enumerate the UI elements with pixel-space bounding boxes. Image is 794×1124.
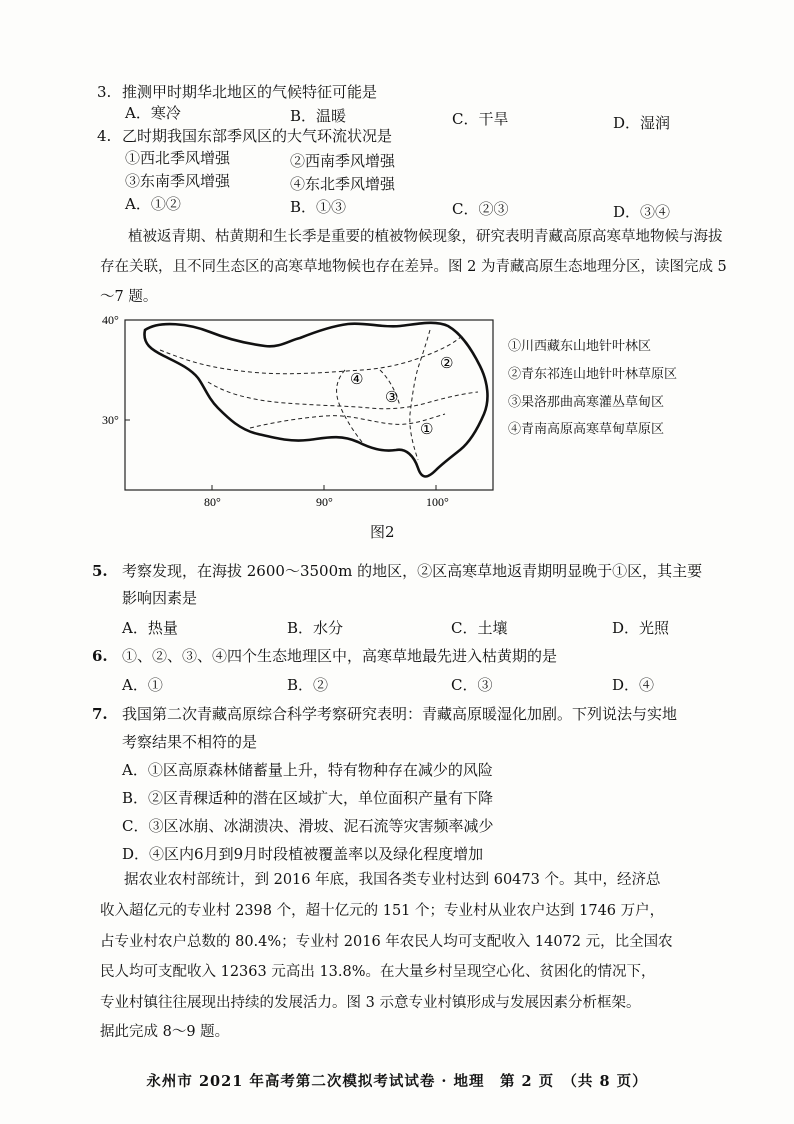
lat-40-label: 40° (102, 313, 119, 327)
intro-8-9-line1: 据农业农村部统计，到 2016 年底，我国各类专业村达到 60473 个。其中，经济总 (124, 872, 661, 888)
q6-stem: ①、②、③、④四个生态地理区中，高寒草地最先进入枯黄期的是 (122, 647, 558, 665)
legend-item-3: ③果洛那曲高寒灌丛草甸区 (508, 395, 665, 410)
boundary-line-4 (410, 330, 430, 460)
q3-option-d: D．湿润 (613, 114, 671, 132)
q4-option-a: A．①② (125, 195, 181, 213)
q4-option-d: D．③④ (613, 203, 671, 221)
lon-90-label: 90° (316, 495, 333, 509)
q3-option-b: B．温暖 (290, 107, 347, 125)
intro-8-9-line3: 占专业村农户总数的 80.4%；专业村 2016 年农民人均可支配收入 14072 元，比全国农 (100, 934, 673, 950)
q7-stem-line1: 我国第二次青藏高原综合科学考察研究表明：青藏高原暖湿化加剧。下列说法与实地 (122, 705, 678, 723)
q5-number: 5. (92, 562, 108, 580)
q6-option-a: A．① (122, 676, 163, 694)
plateau-outline (144, 323, 487, 477)
intro-8-9-line2: 收入超亿元的专业村 2398 个，超十亿元的 151 个；专业村从业农户达到 1746 万户， (100, 903, 665, 919)
q4-stem: 乙时期我国东部季风区的大气环流状况是 (122, 127, 393, 145)
q5-option-c: C．土壤 (451, 619, 508, 637)
q4-choice-3: ③东南季风增强 (125, 172, 231, 190)
q6-option-b: B．② (287, 676, 329, 694)
q7-number: 7. (92, 705, 108, 723)
legend-item-2: ②青东祁连山地针叶林草原区 (508, 367, 678, 382)
q5-option-a: A．热量 (122, 619, 178, 637)
region-4-marker: ④ (350, 370, 364, 388)
q4-choice-2: ②西南季风增强 (290, 152, 396, 170)
q7-stem-line2: 考察结果不相符的是 (122, 733, 258, 751)
q4-number: 4. (97, 127, 112, 145)
q5-option-d: D．光照 (612, 619, 670, 637)
tibetan-plateau-map (100, 310, 500, 510)
q7-option-b: B．②区青稞适种的潜在区域扩大，单位面积产量有下降 (122, 789, 494, 807)
lon-80-label: 80° (204, 495, 221, 509)
q6-option-d: D．④ (612, 676, 655, 694)
q4-choice-1: ①西北季风增强 (125, 149, 231, 167)
q3-number: 3. (97, 83, 112, 101)
q3-option-c: C．干旱 (452, 110, 509, 128)
page-footer: 永州市 2021 年高考第二次模拟考试试卷 · 地理 第 2 页 （共 8 页） (146, 1073, 648, 1090)
region-2-marker: ② (440, 354, 454, 372)
q3-option-a: A．寒冷 (125, 104, 181, 122)
q3-stem: 推测甲时期华北地区的气候特征可能是 (122, 83, 378, 101)
q4-choice-4: ④东北季风增强 (290, 175, 396, 193)
intro-8-9-line6: 据此完成 8～9 题。 (100, 1024, 230, 1040)
q7-option-a: A．①区高原森林储蓄量上升，特有物种存在减少的风险 (122, 761, 493, 779)
region-1-marker: ① (420, 420, 434, 438)
q5-option-b: B．水分 (287, 619, 344, 637)
q7-option-c: C．③区冰崩、冰湖溃决、滑坡、泥石流等灾害频率减少 (122, 817, 494, 835)
region-3-marker: ③ (385, 388, 399, 406)
q6-option-c: C．③ (451, 676, 493, 694)
legend-item-4: ④青南高原高寒草甸草原区 (508, 422, 665, 437)
map-frame (125, 320, 493, 490)
q5-stem-line1: 考察发现，在海拔 2600～3500m 的地区，②区高寒草地返青期明显晚于①区，其主要 (122, 562, 703, 580)
q6-number: 6. (92, 647, 108, 665)
boundary-line-1 (160, 336, 462, 374)
lat-30-label: 30° (102, 413, 119, 427)
boundary-line-3 (250, 414, 445, 428)
figure-2-map (100, 310, 500, 514)
figure-caption: 图2 (370, 523, 395, 541)
q4-option-c: C．②③ (452, 200, 509, 218)
q5-stem-line2: 影响因素是 (122, 589, 198, 607)
legend-item-1: ①川西藏东山地针叶林区 (508, 339, 652, 354)
intro-questions-5-7: 植被返青期、枯黄期和生长季是重要的植被物候现象，研究表明青藏高原高寒草地物候与海拔存在关联，且不同生态区的高寒草地物候也存在差异。图 2 为青藏高原生态地理分区，读图完成 5～7 题。 (100, 229, 727, 305)
intro-8-9-line4: 民人均可支配收入 12363 元高出 13.8%。在大量乡村呈现空心化、贫困化的情况下， (100, 964, 656, 980)
q4-option-b: B．①③ (290, 198, 347, 216)
boundary-line-2 (208, 382, 478, 409)
intro-8-9-line5: 专业村镇往往展现出持续的发展活力。图 3 示意专业村镇形成与发展因素分析框架。 (100, 995, 641, 1011)
q7-option-d: D．④区内6月到9月时段植被覆盖率以及绿化程度增加 (122, 845, 484, 863)
lon-100-label: 100° (426, 495, 449, 509)
